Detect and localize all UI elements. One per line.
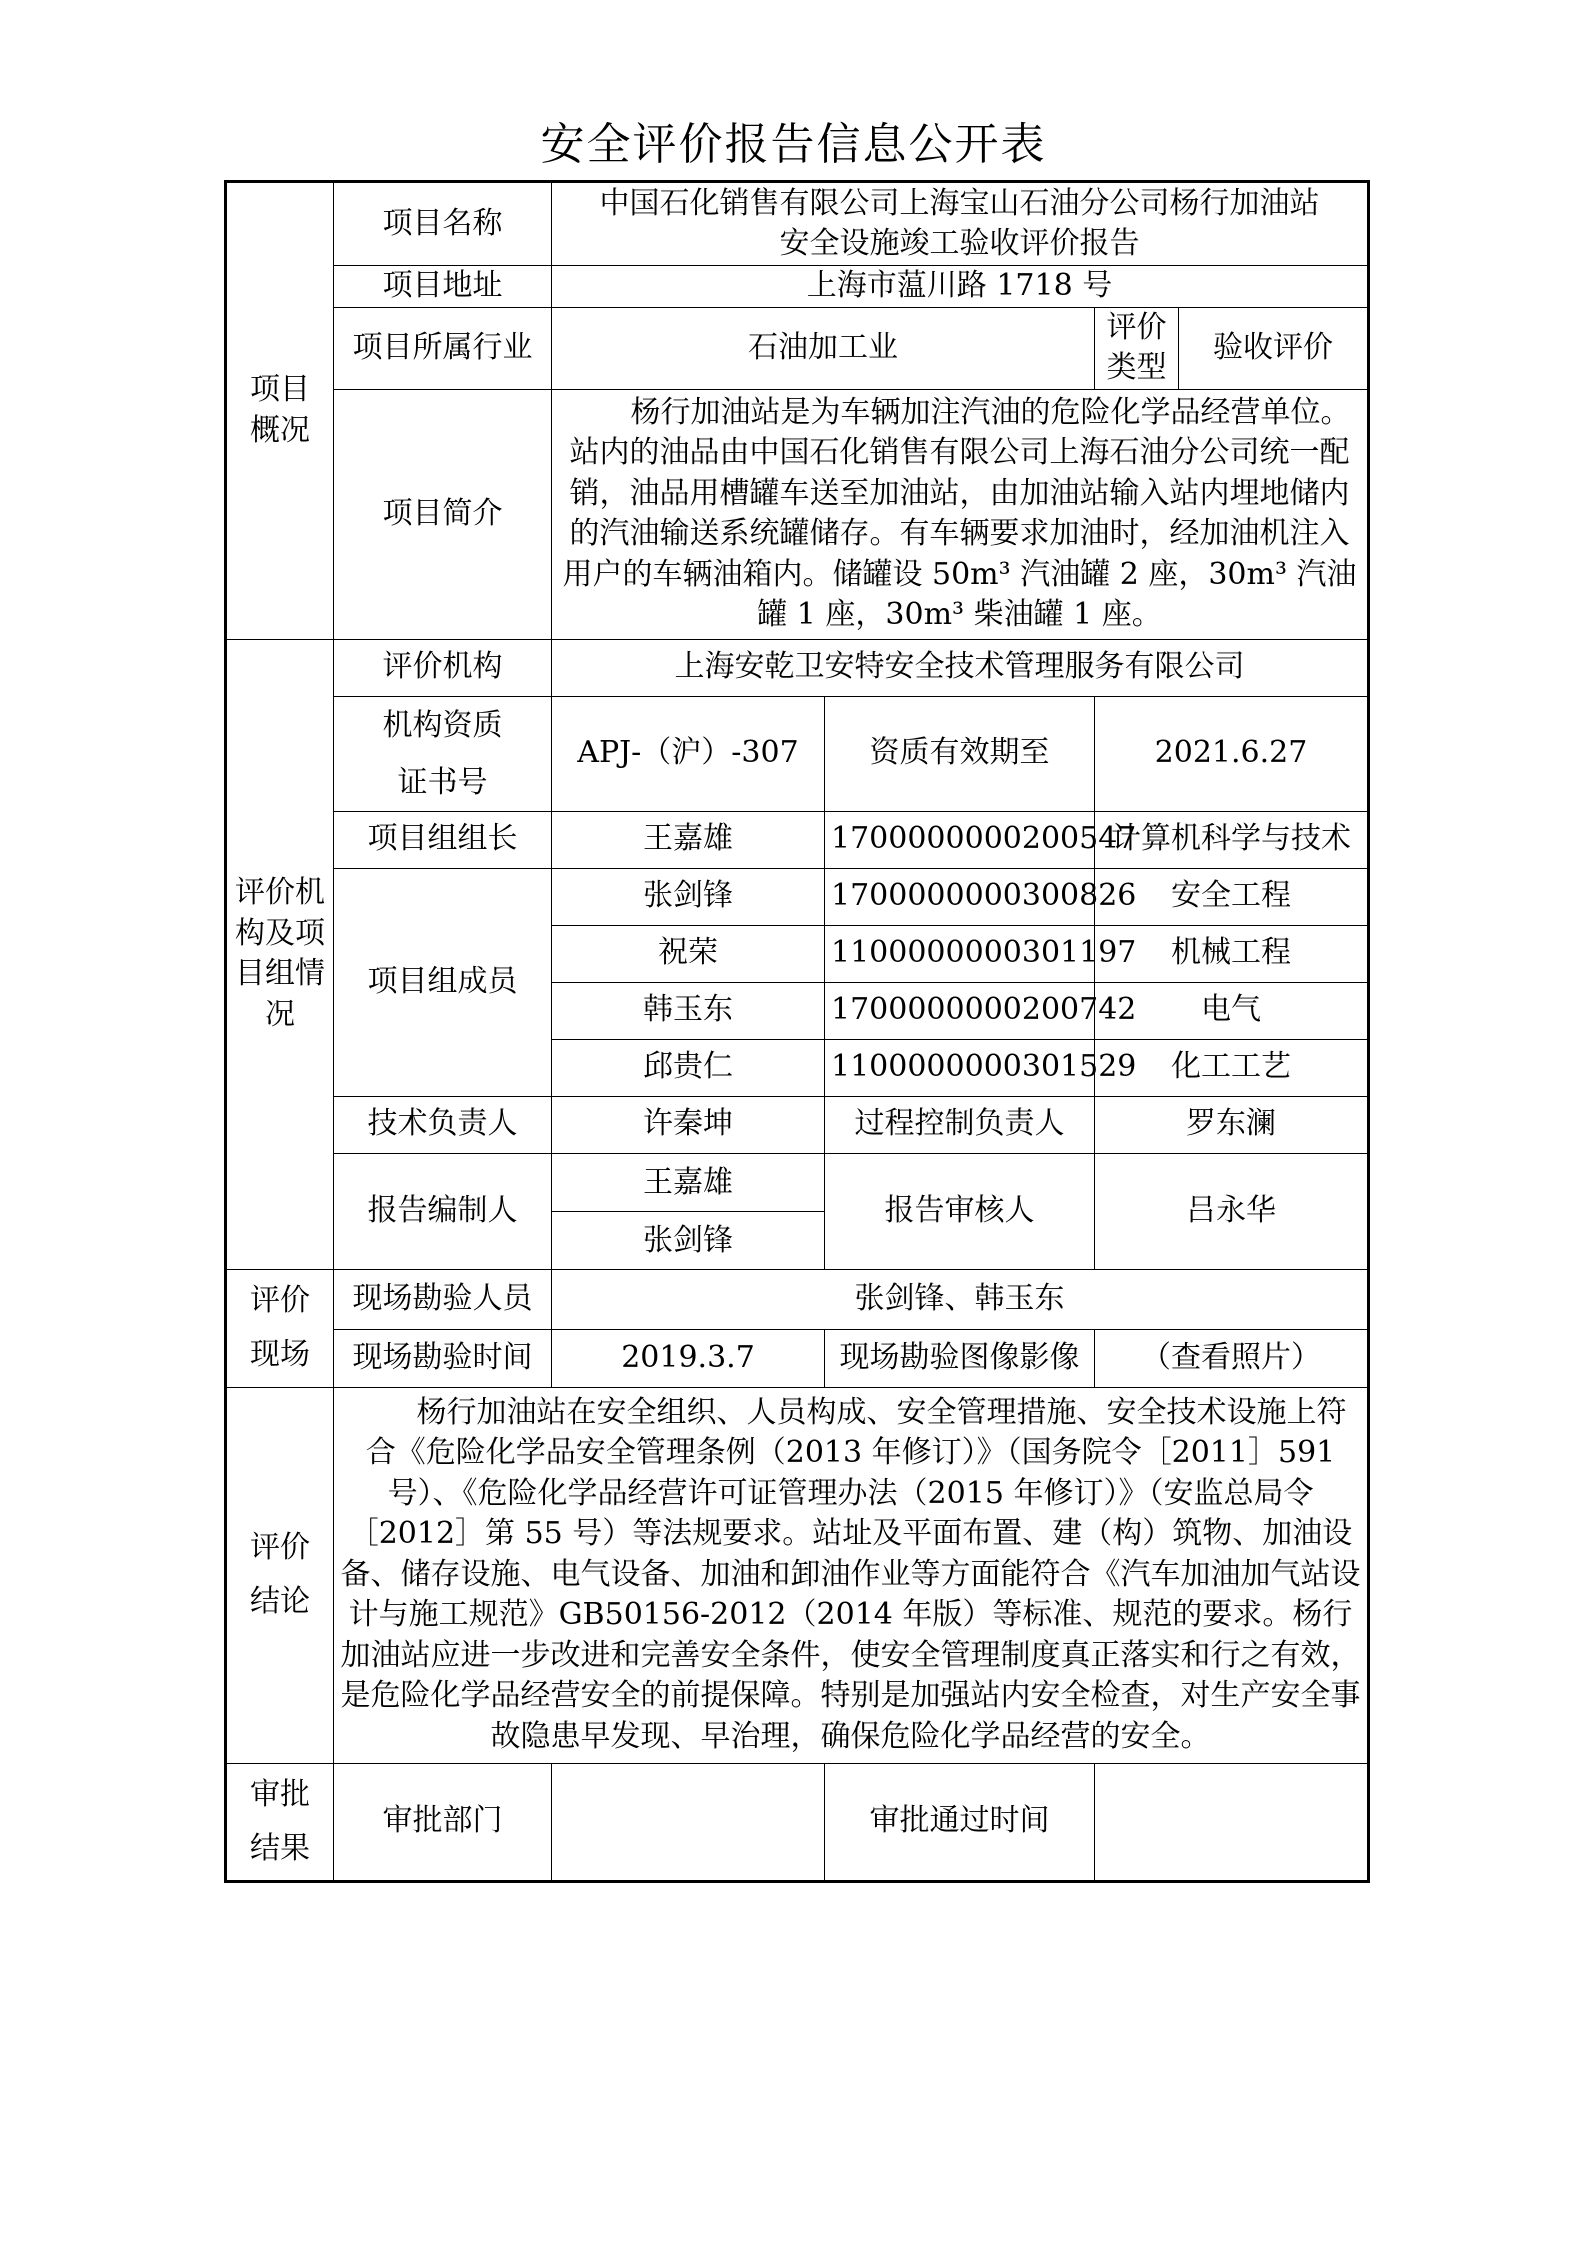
row-project-industry [226,307,1369,389]
value-tech-lead: 许秦坤 [552,1096,825,1153]
label-approval-time: 审批通过时间 [825,1763,1095,1881]
label-valid-until: 资质有效期至 [825,696,1095,811]
member-major: 电气 [1095,982,1369,1039]
value-authors [552,1153,825,1269]
value-eval-type: 验收评价 [1179,307,1369,389]
label-project-address: 项目地址 [334,266,552,308]
section-label: 评价 结论 [250,1530,310,1619]
value-project-intro [552,389,1369,639]
section-label: 项目 概况 [250,372,310,448]
project-name-line1: 中国石化销售有限公司上海宝山石油分公司杨行加油站 [599,185,1320,221]
value-cert-no: APJ-（沪）-307 [552,696,825,811]
label-process-control: 过程控制负责人 [825,1096,1095,1153]
member-name: 韩玉东 [552,982,825,1039]
row-member [226,868,1369,925]
leader-major: 计算机科学与技术 [1095,811,1369,868]
label-site-time: 现场勘验时间 [334,1329,552,1387]
label-reviewer: 报告审核人 [825,1153,1095,1269]
value-project-address: 上海市蕰川路 1718 号 [552,266,1369,308]
label-project-intro: 项目简介 [334,389,552,639]
row-project-address [226,266,1369,308]
member-major: 机械工程 [1095,925,1369,982]
label-cert: 机构资质 证书号 [334,696,552,811]
label-members: 项目组成员 [334,868,552,1096]
member-name: 祝荣 [552,925,825,982]
row-author [226,1153,1369,1269]
author-name: 张剑锋 [643,1222,733,1258]
label-tech-lead: 技术负责人 [334,1096,552,1153]
value-project-industry: 石油加工业 [552,307,1095,389]
label-project-industry: 项目所属行业 [334,307,552,389]
label-site-staff: 现场勘验人员 [334,1269,552,1329]
value-approval-time [1095,1763,1369,1881]
label-author: 报告编制人 [334,1153,552,1269]
value-conclusion [334,1387,1369,1763]
label-agency: 评价机构 [334,639,552,696]
row-project-intro [226,389,1369,639]
section-label: 评价 现场 [250,1283,310,1372]
section-label: 审批 结果 [250,1776,310,1866]
member-major: 安全工程 [1095,868,1369,925]
value-approval-dept [552,1763,825,1881]
section-site [226,1269,334,1387]
author-name: 王嘉雄 [552,1154,824,1212]
conclusion-text: 杨行加油站在安全组织、人员构成、安全管理措施、安全技术设施上符合《危险化学品安全管理条例（2013 年修订）》（国务院令［2011］591 号）、《危险化学品经营许可证管理办法（2015 年修订）》（安监总局令［2012］第 55 号）等法规要求。站址及平面布置、建（构）筑物、加油设备、储存设施、电气设备、加油和卸油作业等方面能符合《汽车加油加气站设计与施工规范》GB50156-2012（2014 年版）等标准、规范的要求。杨行加油站应进一步改进和完善安全条件，使安全管理制度真正落实和行之有效，是危险化学品经营安全的前提保障。特别是加强站内安全检查，对生产安全事故隐患早发现、早治理，确保危险化学品经营的安全。 [340,1394,1361,1754]
row-leader [226,811,1369,868]
project-name-line2: 安全设施竣工验收评价报告 [779,226,1140,261]
value-site-time: 2019.3.7 [552,1329,825,1387]
info-table [224,180,1370,1883]
value-reviewer: 吕永华 [1095,1153,1369,1269]
value-valid-until: 2021.6.27 [1095,696,1369,811]
label-project-name: 项目名称 [334,182,552,266]
section-label: 评价机 构及项 目组情 况 [235,875,325,1032]
value-site-staff: 张剑锋、韩玉东 [552,1269,1369,1329]
project-intro-text: 杨行加油站是为车辆加注汽油的危险化学品经营单位。站内的油品由中国石化销售有限公司上海石油分公司统一配销，油品用槽罐车送至加油站，由加油站输入站内埋地储内的汽油输送系统罐储存。有车辆要求加油时，经加油机注入用户的车辆油箱内。储罐设 50m³ 汽油罐 2 座，30m³ 汽油罐 1 座，30m³ 柴油罐 1 座。 [562,394,1357,632]
row-site-staff [226,1269,1369,1329]
label-leader: 项目组组长 [334,811,552,868]
leader-id: 1700000000200547 [825,811,1095,868]
member-name: 邱贵仁 [552,1039,825,1096]
member-name: 张剑锋 [552,868,825,925]
value-project-name [552,182,1369,266]
member-id: 1700000000300826 [825,868,1095,925]
document-title: 安全评价报告信息公开表 [540,119,1047,170]
label-site-images: 现场勘验图像影像 [825,1329,1095,1387]
value-process-control: 罗东澜 [1095,1096,1369,1153]
row-agency [226,639,1369,696]
row-site-time [226,1329,1369,1387]
view-photos-link[interactable]: （查看照片） [1095,1329,1369,1387]
member-major: 化工工艺 [1095,1039,1369,1096]
section-approval [226,1763,334,1881]
member-id: 1100000000301529 [825,1039,1095,1096]
section-agency-team [226,639,334,1269]
member-id: 1700000000200742 [825,982,1095,1039]
row-tech-lead [226,1096,1369,1153]
row-cert [226,696,1369,811]
section-conclusion [226,1387,334,1763]
section-project-overview [226,182,334,640]
value-agency: 上海安乾卫安特安全技术管理服务有限公司 [552,639,1369,696]
leader-name: 王嘉雄 [552,811,825,868]
label-approval-dept: 审批部门 [334,1763,552,1881]
row-conclusion [226,1387,1369,1763]
row-project-name [226,182,1369,266]
label-eval-type: 评价类型 [1095,307,1179,389]
row-approval [226,1763,1369,1881]
member-id: 1100000000301197 [825,925,1095,982]
